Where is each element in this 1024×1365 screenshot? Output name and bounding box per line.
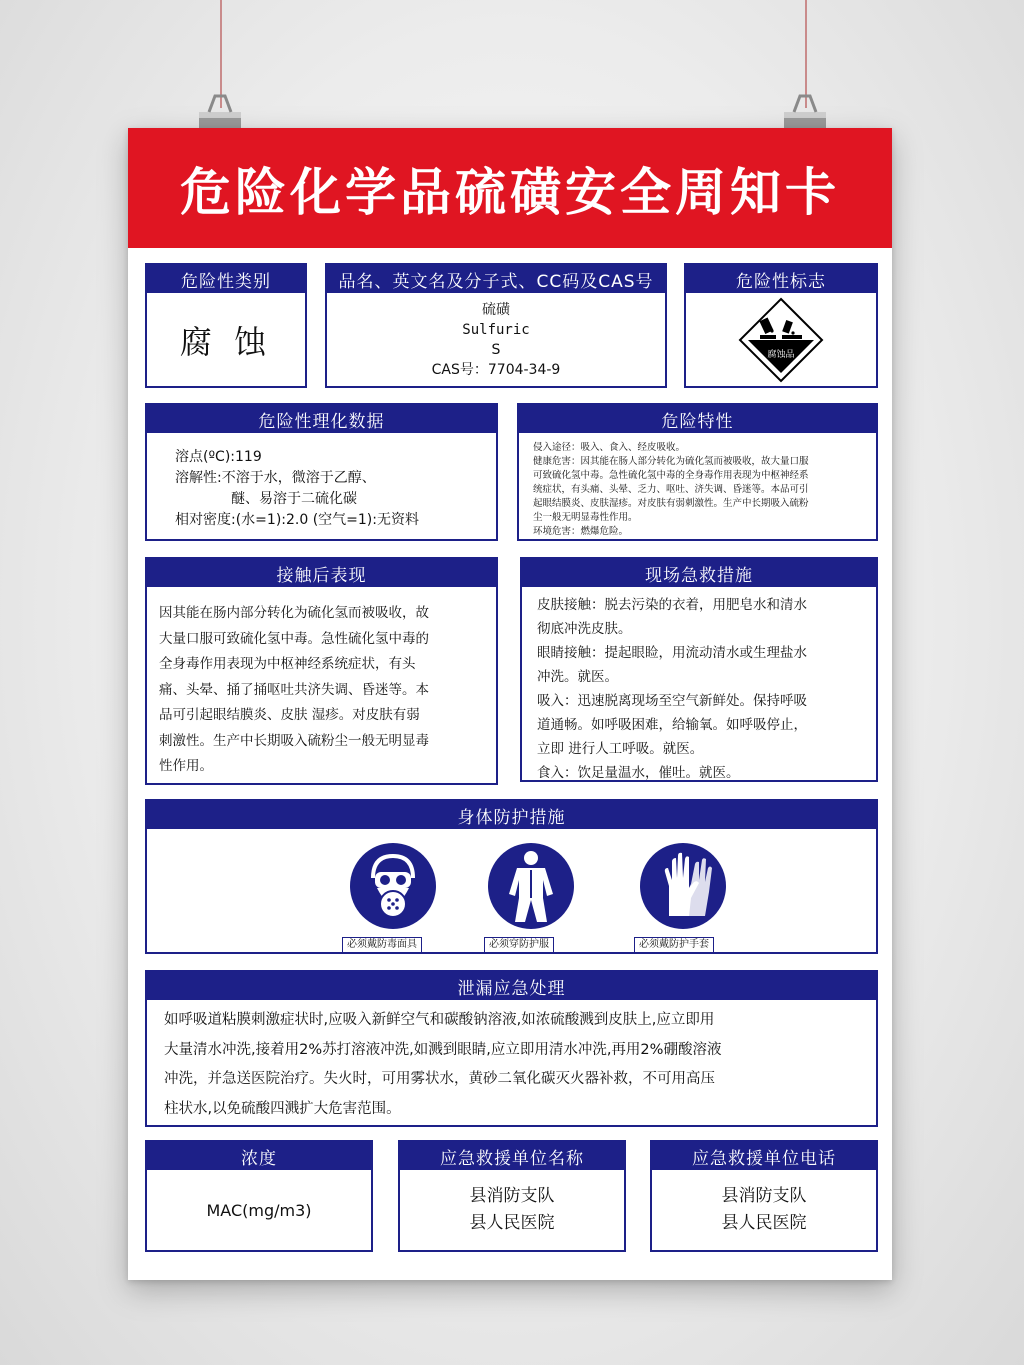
first-aid-line: 食入：饮足量温水，催吐。就医。 xyxy=(537,765,740,781)
protection-header: 身体防护措施 xyxy=(147,801,876,829)
physchem-line: 溶解性:不溶于水，微溶于乙醇、 xyxy=(175,470,376,486)
safety-card-poster xyxy=(128,128,892,1280)
hazard-category-header: 危险性类别 xyxy=(147,265,305,293)
physchem-line: 相对密度:(水=1):2.0 (空气=1):无资料 xyxy=(175,512,419,528)
leak-response-line: 冲洗，并急送医院治疗。失火时，可用雾状水，黄砂二氧化碳灭火器补救，不可用高压 xyxy=(164,1071,715,1087)
hazard-props-line: 健康危害：因其能在肠人部分转化为硫化氢而被吸收，故大量口服 xyxy=(533,456,809,467)
corrosive-diamond-icon xyxy=(738,297,824,383)
first-aid-line: 立即 进行人工呼吸。就医。 xyxy=(537,741,704,757)
rescue-phone-box xyxy=(650,1140,878,1252)
leak-response-line: 柱状水,以免硫酸四溅扩大危害范围。 xyxy=(164,1100,401,1117)
hazard-props-line: 起眼结膜炎、皮肤湿疹。对皮肤有弱刺激性。生产中长期吸入硫粉 xyxy=(533,498,809,509)
protection-label-mask: 必须戴防毒面具 xyxy=(342,937,422,953)
physchem-line: 溶点(ºC):119 xyxy=(175,449,262,465)
rescue-unit-header: 应急救援单位名称 xyxy=(400,1142,624,1170)
chem-cas: CAS号：7704-34-9 xyxy=(431,361,561,378)
protection-label-gloves: 必须戴防护手套 xyxy=(634,937,714,953)
leak-response-line: 如呼吸道粘膜刺激症状时,应吸入新鲜空气和碳酸钠溶液,如浓硫酸溅到皮肤上,应立即用 xyxy=(164,1012,715,1028)
leak-response-header: 泄漏应急处理 xyxy=(147,972,876,1000)
hazard-category-box xyxy=(145,263,307,388)
rescue-phone-header: 应急救援单位电话 xyxy=(652,1142,876,1170)
hazard-sign-header: 危险性标志 xyxy=(686,265,876,293)
rescue-unit-line: 县人民医院 xyxy=(469,1213,555,1233)
physchem-box xyxy=(145,403,498,541)
hazard-sign-box xyxy=(684,263,878,388)
concentration-value: MAC(mg/m3) xyxy=(206,1200,312,1220)
concentration-header: 浓度 xyxy=(147,1142,371,1170)
symptoms-line: 痛、头晕、捅了捅呕吐共济失调、昏迷等。本 xyxy=(159,681,429,698)
first-aid-line: 彻底冲洗皮肤。 xyxy=(537,621,632,637)
physchem-header: 危险性理化数据 xyxy=(147,405,496,433)
physchem-line: 醚、易溶于二硫化碳 xyxy=(231,491,357,507)
hazard-props-line: 环境危害：燃爆危险。 xyxy=(533,526,629,537)
protection-box xyxy=(145,799,878,954)
symptoms-line: 性作用。 xyxy=(159,758,213,774)
hazard-props-header: 危险特性 xyxy=(519,405,876,433)
hazard-category-value: 腐 蚀 xyxy=(179,322,273,361)
symptoms-box xyxy=(145,557,498,785)
symptoms-line: 因其能在肠内部分转化为硫化氢而被吸收，故 xyxy=(159,605,429,621)
protective-suit-icon xyxy=(487,842,575,930)
rescue-phone-line: 县人民医院 xyxy=(721,1213,807,1233)
concentration-box xyxy=(145,1140,373,1252)
hazard-sign-label: 腐蚀品 xyxy=(767,349,795,360)
first-aid-box xyxy=(520,557,878,782)
chem-formula: S xyxy=(491,341,501,358)
poster-title: 危险化学品硫磺安全周知卡 xyxy=(128,128,892,248)
symptoms-line: 大量口服可致硫化氢中毒。急性硫化氢中毒的 xyxy=(159,630,429,647)
name-info-header: 品名、英文名及分子式、CC码及CAS号 xyxy=(327,265,665,293)
first-aid-line: 冲洗。就医。 xyxy=(537,669,618,685)
protection-label-suit: 必须穿防护服 xyxy=(484,937,554,953)
hazard-props-line: 可致硫化氢中毒。急性硫化氢中毒的全身毒作用表现为中枢神经系 xyxy=(533,470,809,481)
name-info-box xyxy=(325,263,667,388)
leak-response-line: 大量清水冲洗,接着用2%苏打溶液冲洗,如溅到眼睛,应立即用清水冲洗,再用2%硼酸溶液 xyxy=(164,1041,722,1058)
first-aid-line: 道通畅。如呼吸困难，给输氧。如呼吸停止， xyxy=(537,717,807,733)
symptoms-header: 接触后表现 xyxy=(147,559,496,587)
symptoms-line: 全身毒作用表现为中枢神经系统症状，有头 xyxy=(159,656,416,672)
hazard-props-line: 侵入途径：吸入、食入、经皮吸收。 xyxy=(533,442,686,453)
protective-gloves-icon xyxy=(639,842,727,930)
first-aid-line: 吸入：迅速脱离现场至空气新鲜处。保持呼吸 xyxy=(537,693,807,709)
rescue-unit-box xyxy=(398,1140,626,1252)
gas-mask-icon xyxy=(349,842,437,930)
chem-name-en: Sulfuric xyxy=(462,321,530,338)
chem-name-cn: 硫磺 xyxy=(482,301,510,318)
first-aid-header: 现场急救措施 xyxy=(522,559,876,587)
first-aid-line: 皮肤接触：脱去污染的衣着，用肥皂水和清水 xyxy=(537,597,807,613)
hazard-props-line: 统症状，有头痛、头晕、乏力、呕吐、济失调、昏迷等。本品可引 xyxy=(533,484,809,495)
leak-response-box xyxy=(145,970,878,1127)
symptoms-line: 品可引起眼结膜炎、皮肤 湿疹。对皮肤有弱 xyxy=(159,707,420,723)
rescue-unit-line: 县消防支队 xyxy=(469,1186,555,1206)
hazard-props-box xyxy=(517,403,878,541)
symptoms-line: 刺激性。生产中长期吸入硫粉尘一般无明显毒 xyxy=(159,732,429,749)
first-aid-line: 眼睛接触：提起眼睑，用流动清水或生理盐水 xyxy=(537,645,807,661)
rescue-phone-line: 县消防支队 xyxy=(721,1186,807,1206)
hazard-props-line: 尘一般无明显毒性作用。 xyxy=(533,512,638,523)
